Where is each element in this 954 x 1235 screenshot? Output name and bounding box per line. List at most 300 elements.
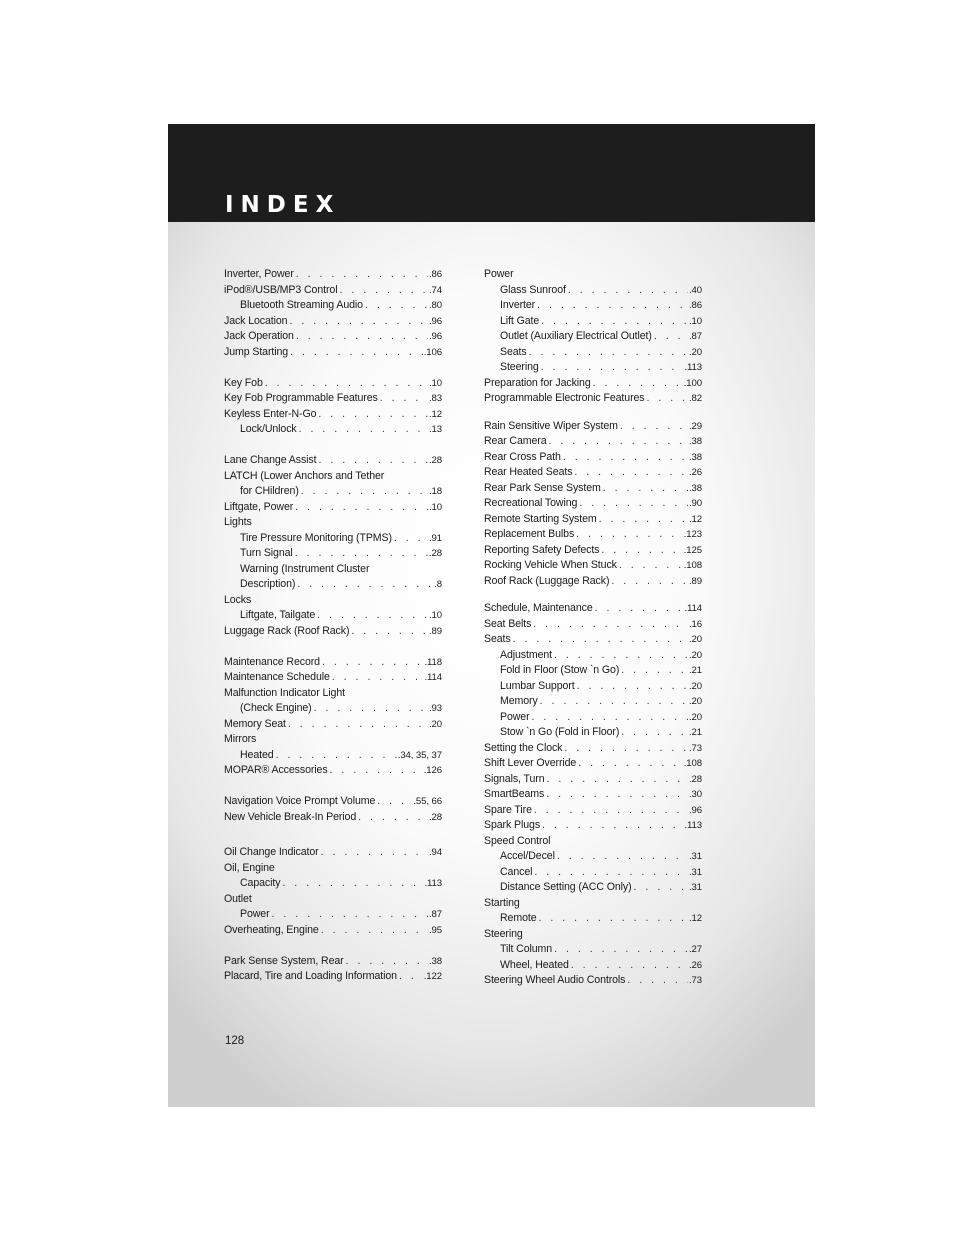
index-entry-page: .20 [688,346,702,358]
dot-leader [299,484,428,500]
index-entry [224,670,442,686]
dot-leader [295,577,433,593]
index-section-gap [484,589,702,601]
index-entry [224,593,442,609]
index-entry-page: .126 [423,765,442,776]
dot-leader [297,422,428,438]
index-entry [224,763,442,779]
index-entry-term: Stow `n Go (Fold in Floor) [500,726,620,738]
dot-leader [330,670,424,686]
index-subentry [224,748,442,764]
index-section-gap [224,825,442,845]
index-entry-term: Jack Operation [224,330,294,342]
index-subentry [484,958,702,974]
index-entry-page: .38 [688,482,702,494]
index-entry-term: New Vehicle Break-In Period [224,810,357,823]
index-header-bar [168,124,815,222]
index-entry [224,376,442,392]
index-entry [484,756,702,772]
dot-leader [597,512,688,528]
dot-leader [319,923,428,939]
index-entry-page: .38 [688,451,702,463]
index-entry [484,376,702,392]
index-entry-term: Seats [500,345,527,358]
index-entry-term: Rear Camera [484,435,547,447]
index-entry-term: Programmable Electronic Features [484,392,645,404]
index-entry-term: Jump Starting [224,345,289,358]
index-entry-term: Steering [500,361,539,373]
index-entry-term: Seat Belts [484,617,532,630]
index-entry-term: Memory Seat [224,717,286,730]
index-entry-page: .82 [688,393,702,404]
index-entry-term: Remote Starting System [484,512,597,525]
index-subentry [484,283,702,299]
index-entry-page: .96 [428,315,442,327]
index-entry [484,787,702,803]
dot-leader [591,376,683,392]
dot-leader [316,407,428,423]
index-entry-term: Keyless Enter-N-Go [224,407,317,420]
dot-leader [530,710,688,726]
index-entry [224,655,442,671]
index-entry [224,794,442,810]
index-entry-page: .87 [688,331,702,342]
index-section-gap [484,407,702,419]
dot-leader [288,345,423,361]
dot-leader [294,267,428,283]
index-entry-term: Liftgate, Tailgate [240,609,316,621]
dot-leader [540,818,683,834]
index-entry-term: Oil Change Indicator [224,846,319,858]
index-entry-term: Rear Heated Seats [484,466,573,478]
dot-leader [609,574,688,590]
dot-leader [532,865,688,881]
dot-leader [363,298,428,314]
index-entry-page: .28 [428,811,442,823]
index-subentry [484,710,702,726]
index-entry-page: .10 [428,377,442,389]
index-subentry [484,314,702,330]
index-entry-term: Preparation for Jacking [484,376,591,389]
index-subentry [484,648,702,664]
index-entry [484,632,702,648]
index-entry-term: Luggage Rack (Roof Rack) [224,624,350,637]
index-entry [224,732,442,748]
dot-leader [274,748,397,764]
index-entry-page: .28 [428,548,442,559]
index-entry-term: Steering Wheel Audio Controls [484,974,626,986]
dot-leader [546,434,687,450]
index-entry [484,741,702,757]
index-subentry [224,577,442,593]
index-entry-page: .28 [688,773,702,785]
index-entry-page: .73 [688,742,702,754]
index-entry [484,267,702,283]
index-entry-term: Lumbar Support [500,679,575,692]
index-entry-term: Schedule, Maintenance [484,602,593,614]
dot-leader [320,655,423,671]
index-entry-term: Shift Lever Override [484,757,577,769]
index-entry [224,892,442,908]
dot-leader [652,329,688,345]
index-entry [224,810,442,826]
index-entry-page: .106 [423,346,442,358]
index-entry-term: Spare Tire [484,803,532,816]
dot-leader [555,849,688,865]
dot-leader [617,558,683,574]
index-entry-page: .87 [428,909,442,920]
index-section-gap [224,779,442,795]
index-entry-page: .38 [428,955,442,967]
index-entry-term: Cancel [500,865,533,878]
index-entry-term: Accel/Decel [500,850,555,862]
index-entry-page: .20 [688,696,702,707]
index-entry-page: .89 [428,625,442,637]
index-entry-term: Outlet [224,892,252,905]
dot-leader [544,787,688,803]
dot-leader [263,376,428,392]
index-entry-term: Rocking Vehicle When Stuck [484,559,617,571]
dot-leader [294,329,428,345]
index-entry-term: Warning (Instrument Cluster [240,562,370,575]
index-entry-page: .20 [688,649,702,661]
index-entry-page: .73 [688,975,702,986]
dot-leader [280,876,423,892]
index-entry [484,450,702,466]
index-entry-term: Mirrors [224,733,257,745]
index-subentry [224,298,442,314]
index-subentry [484,911,702,927]
index-entry-term: Overheating, Engine [224,923,319,936]
dot-leader [577,496,688,512]
index-subentry [484,345,702,361]
index-entry [224,453,442,469]
dot-leader [315,608,428,624]
index-section-gap [224,639,442,655]
index-entry [224,391,442,407]
index-entry-term: Adjustment [500,648,552,661]
index-entry [484,465,702,481]
dot-leader [572,465,688,481]
index-entry-term: Maintenance Record [224,655,320,668]
index-entry-page: .123 [683,529,702,540]
index-entry-page: .26 [688,467,702,478]
index-entry-page: .94 [428,847,442,858]
index-entry-page: .86 [688,300,702,311]
index-entry-term: Reporting Safety Defects [484,543,600,556]
index-entry-page: .55, 66 [413,796,442,807]
index-entry-page: .12 [688,513,702,525]
index-subentry [224,701,442,717]
index-entry-term: Tilt Column [500,943,553,955]
index-entry-page: .118 [424,656,442,668]
index-entry-term: Park Sense System, Rear [224,954,344,967]
index-entry-page: .38 [688,436,702,447]
dot-leader [397,969,423,985]
index-entry [484,558,702,574]
index-entry-page: .34, 35, 37 [397,749,442,761]
index-entry-page: .74 [428,284,442,296]
index-entry [484,527,702,543]
index-entry [484,772,702,788]
index-entry [224,329,442,345]
dot-leader [552,648,688,664]
index-entry-term: Liftgate, Power [224,500,294,513]
index-entry-page: .20 [428,718,442,730]
index-section-gap [224,938,442,954]
index-entry-term: Rear Park Sense System [484,481,601,494]
index-column-left [224,267,442,985]
index-entry-page: .40 [688,284,702,296]
dot-leader [527,345,688,361]
index-entry [224,969,442,985]
index-subentry [224,562,442,578]
dot-leader [349,624,428,640]
index-entry-page: .26 [688,959,702,971]
index-entry-page: .30 [688,789,702,800]
index-entry-term: Malfunction Indicator Light [224,686,345,699]
index-entry-term: Bluetooth Streaming Audio [240,299,363,311]
index-entry [224,515,442,531]
index-entry-term: Locks [224,593,252,606]
manual-page [168,124,815,1107]
index-subentry [224,608,442,624]
index-entry-term: Lane Change Assist [224,454,317,466]
index-entry [484,391,702,407]
index-entry-term: Tire Pressure Monitoring (TPMS) [240,531,392,544]
dot-leader [356,810,428,826]
dot-leader [599,543,682,559]
index-subentry [224,546,442,562]
index-entry-term: Glass Sunroof [500,283,566,296]
index-subentry [484,865,702,881]
index-subentry [484,880,702,896]
index-entry-term: Starting [484,896,520,909]
index-entry-term: Rain Sensitive Wiper System [484,419,618,432]
index-entry-page: .113 [684,362,702,373]
dot-leader [392,531,428,547]
index-entry-page: .12 [428,408,442,420]
dot-leader [293,500,428,516]
index-entry [224,267,442,283]
index-entry-term: Oil, Engine [224,861,275,874]
index-entry-page: .89 [688,575,702,587]
index-entry-term: Description) [240,578,296,590]
page-title: INDEX [225,192,341,218]
index-entry-page: .21 [688,665,702,676]
dot-leader [539,360,684,376]
dot-leader [287,314,427,330]
dot-leader [576,756,683,772]
index-entry-page: .113 [684,820,702,831]
dot-leader [618,419,688,435]
index-entry-page: .96 [428,331,442,342]
index-entry [224,345,442,361]
index-entry-page: .114 [684,603,702,614]
dot-leader [561,450,688,466]
dot-leader [337,283,427,299]
dot-leader [552,942,688,958]
index-entry [484,896,702,912]
index-entry-term: Fold in Floor (Stow `n Go) [500,664,620,676]
index-entry [484,543,702,559]
index-entry-term: Lights [224,516,252,528]
index-entry [224,407,442,423]
index-entry-page: .20 [688,634,702,645]
dot-leader [293,546,428,562]
index-entry-page: .27 [688,944,702,955]
dot-leader [569,958,688,974]
index-entry-term: Wheel, Heated [500,958,569,971]
index-entry-page: .114 [424,672,442,683]
dot-leader [532,803,688,819]
index-entry [224,861,442,877]
index-entry [224,283,442,299]
dot-leader [644,391,687,407]
index-entry-page: .91 [428,532,442,544]
index-entry-term: Setting the Clock [484,741,563,754]
index-entry-page: .108 [683,758,702,769]
index-entry-page: .20 [688,711,702,723]
index-section-gap [224,360,442,376]
index-entry-page: .113 [424,878,442,889]
index-entry [484,818,702,834]
index-entry-term: for CHildren) [240,485,299,497]
index-entry-page: .10 [688,315,702,327]
dot-leader [538,694,688,710]
dot-leader [625,973,688,989]
dot-leader [575,679,688,695]
dot-leader [619,663,688,679]
index-entry [224,845,442,861]
index-entry-term: Heated [240,748,274,761]
index-entry-term: Power [240,908,270,920]
dot-leader [270,907,428,923]
index-entry-term: Spark Plugs [484,819,541,831]
index-subentry [224,422,442,438]
index-entry-term: iPod®/USB/MP3 Control [224,283,338,296]
index-entry-term: Roof Rack (Luggage Rack) [484,574,610,587]
index-entry-page: .10 [428,610,442,621]
dot-leader [574,527,683,543]
index-subentry [484,298,702,314]
index-entry [224,954,442,970]
index-entry-page: .80 [428,300,442,311]
index-subentry [484,679,702,695]
index-entry-term: Speed Control [484,834,551,847]
index-entry-page: .95 [428,924,442,936]
dot-leader [562,741,688,757]
dot-leader [375,794,412,810]
index-entry-term: Lift Gate [500,314,540,327]
dot-leader [531,617,688,633]
index-entry-term: Remote [500,912,537,924]
index-entry-term: SmartBeams [484,788,545,800]
index-entry-term: Memory [500,695,538,707]
index-entry-term: Turn Signal [240,547,293,559]
dot-leader [537,911,688,927]
index-entry [484,973,702,989]
index-entry-term: Signals, Turn [484,772,545,785]
dot-leader [316,453,428,469]
index-subentry [224,484,442,500]
index-entry-page: .90 [688,498,702,509]
index-entry-page: .8 [434,579,442,590]
index-entry-page: .93 [428,703,442,714]
dot-leader [619,725,688,741]
index-entry [224,314,442,330]
index-entry-page: .10 [428,501,442,513]
dot-leader [539,314,688,330]
index-subentry [484,360,702,376]
index-entry-page: .28 [428,455,442,466]
index-entry-term: Inverter, Power [224,268,294,280]
index-entry-page: .12 [688,913,702,924]
dot-leader [632,880,688,896]
index-subentry [484,694,702,710]
index-entry-page: .18 [428,486,442,497]
dot-leader [545,772,688,788]
index-entry-term: Navigation Voice Prompt Volume [224,795,376,807]
dot-leader [319,845,428,861]
index-entry-term: (Check Engine) [240,702,312,714]
dot-leader [378,391,428,407]
dot-leader [286,717,428,733]
index-entry-term: Inverter [500,299,536,311]
index-entry-page: .29 [688,420,702,432]
index-entry [484,434,702,450]
index-entry [224,923,442,939]
index-entry [484,574,702,590]
index-section-gap [224,438,442,454]
dot-leader [328,763,423,779]
index-entry [484,617,702,633]
index-entry [224,469,442,485]
index-entry-term: MOPAR® Accessories [224,764,328,776]
index-entry-term: Key Fob Programmable Features [224,392,378,404]
index-subentry [224,531,442,547]
index-entry [224,717,442,733]
index-entry-page: .13 [428,424,442,435]
index-entry-term: Steering [484,927,523,940]
index-entry-page: .20 [688,680,702,692]
index-entry-term: Key Fob [224,376,263,389]
index-entry-term: Recreational Towing [484,497,578,509]
index-entry-page: .100 [683,377,702,389]
index-subentry [224,907,442,923]
dot-leader [535,298,688,314]
index-entry-term: Lock/Unlock [240,423,297,435]
dot-leader [344,954,428,970]
index-entry-term: Seats [484,633,511,645]
index-entry-page: .108 [683,560,702,571]
index-entry [484,927,702,943]
index-entry-page: .83 [428,393,442,404]
index-entry-page: .122 [423,971,442,982]
index-entry-term: Replacement Bulbs [484,528,575,540]
dot-leader [511,632,688,648]
index-entry-term: Distance Setting (ACC Only) [500,881,632,893]
index-entry-page: .86 [428,269,442,280]
index-entry-page: .31 [688,882,702,893]
index-entry [484,803,702,819]
index-entry-page: .31 [688,866,702,878]
index-entry-page: .31 [688,851,702,862]
index-entry [484,419,702,435]
index-entry-term: Placard, Tire and Loading Information [224,970,397,982]
dot-leader [601,481,688,497]
index-entry [484,512,702,528]
